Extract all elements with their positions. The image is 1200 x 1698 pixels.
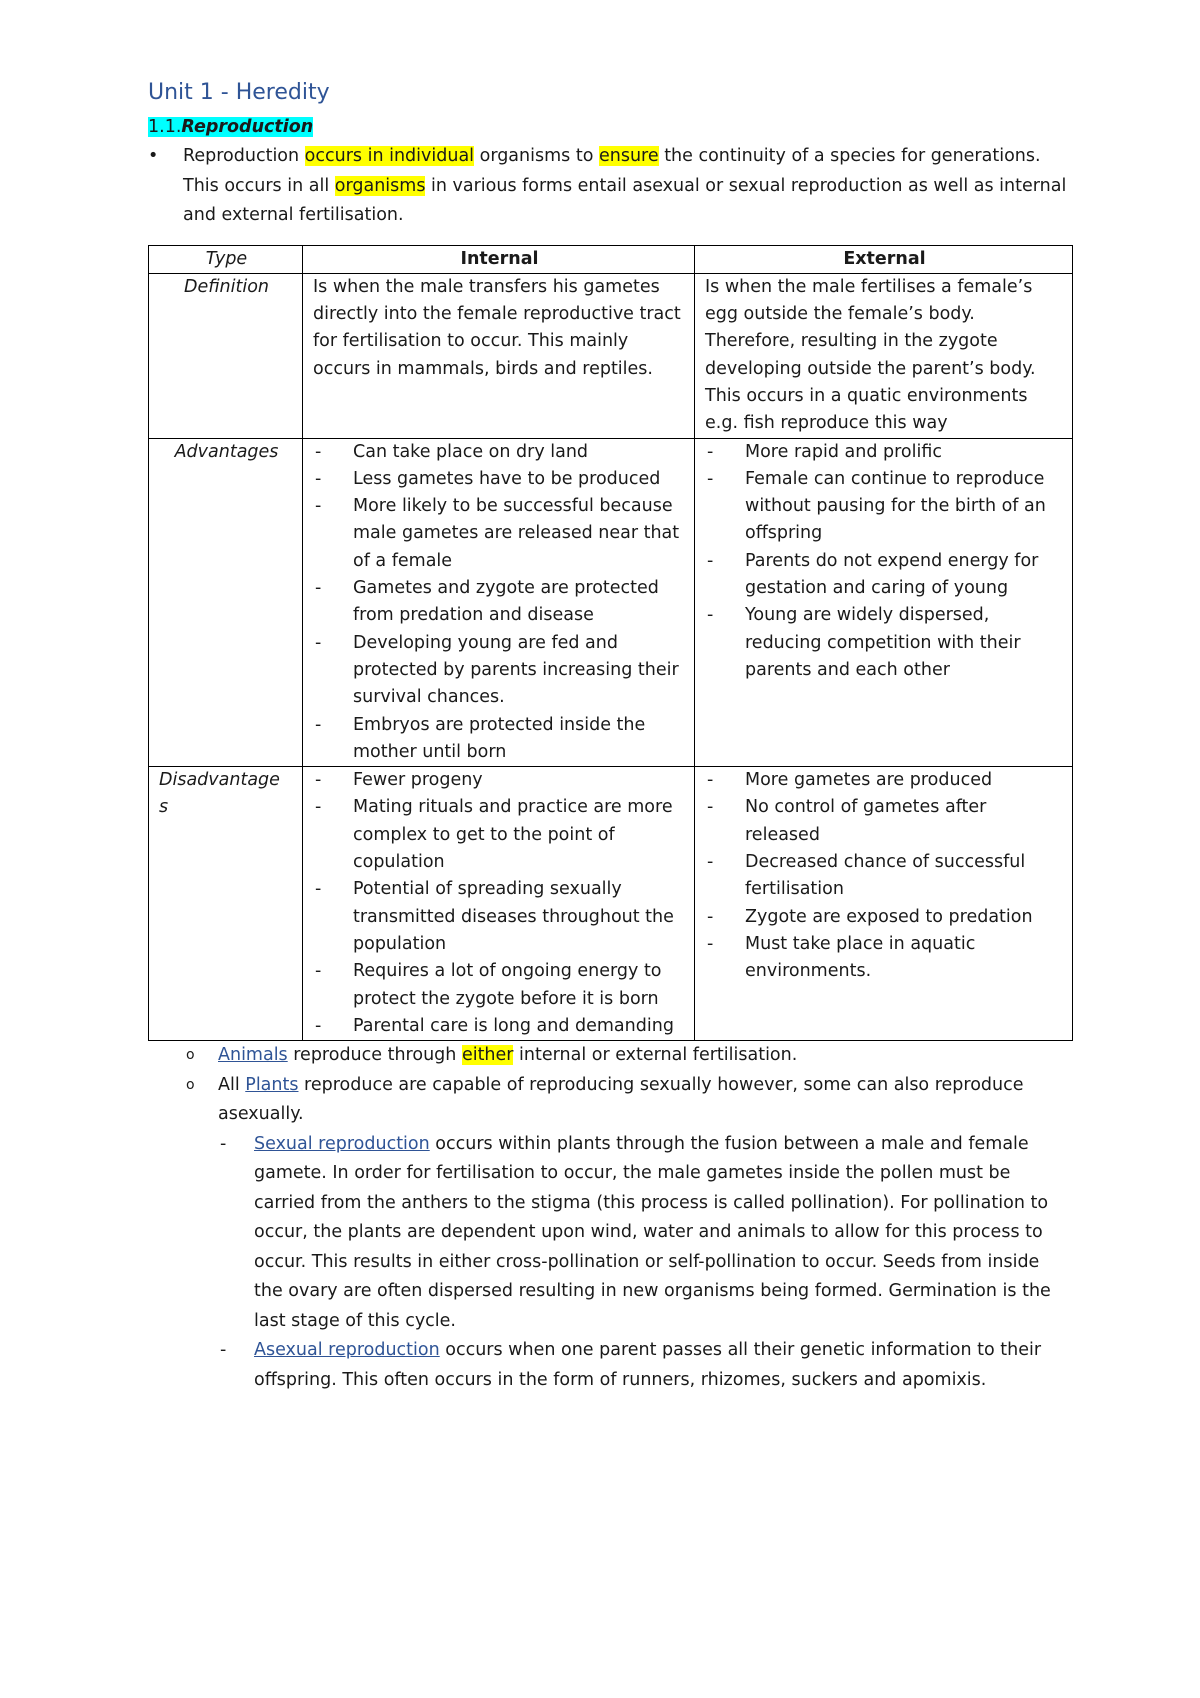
dash-mark: -: [220, 1340, 227, 1361]
table-header-row: [149, 245, 1073, 273]
intro-text-2: organisms to: [474, 146, 599, 166]
animals-text-1: reproduce through: [287, 1045, 462, 1066]
list-item: - Decreased chance of successful fertilisation: [705, 849, 1064, 904]
intro-text-4: in various forms entail asexual or sexual reproduction as well as internal and external fertilisation.: [183, 175, 1067, 225]
advantages-external-cell: [695, 438, 1073, 767]
row-label-advantages: Advantages: [149, 438, 303, 767]
list-item: - Parents do not expend energy for gestation and caring of young: [705, 548, 1064, 603]
list-item: - Less gametes have to be produced: [313, 466, 686, 493]
header-external: External: [695, 245, 1073, 273]
list-item: - Can take place on dry land: [313, 439, 686, 466]
disadvantages-external-cell: [695, 767, 1073, 1041]
list-item: - More likely to be successful because male gametes are released near that of a female: [313, 493, 686, 575]
list-item: - Mating rituals and practice are more complex to get to the point of copulation: [313, 794, 686, 876]
disadvantages-external-list: [705, 767, 1064, 985]
table-row-disadvantages: [149, 767, 1073, 1041]
asexual-reproduction-text: occurs when one parent passes all their genetic information to their offspring. This often occurs in the form of runners, rhizomes, suckers and apomixis.: [254, 1340, 1042, 1390]
sexual-reproduction-link[interactable]: Sexual reproduction: [254, 1133, 430, 1154]
plants-item: [148, 1071, 1068, 1130]
sexual-reproduction-item: [148, 1130, 1068, 1337]
intro-text-3: the continuity of a species for generations. This occurs in all: [183, 146, 1041, 196]
section-heading: [148, 114, 1068, 140]
intro-text-1: Reproduction: [183, 146, 305, 166]
animals-text-2: internal or external fertilisation.: [513, 1045, 798, 1066]
list-item: - Fewer progeny: [313, 767, 686, 794]
intro-bullet: [148, 142, 1068, 231]
sexual-reproduction-text: occurs within plants through the fusion between a male and female gamete. In order for fertilisation to occur, the male gametes inside the pollen must be carried from the anthers to the stigma (this process is called pollination). For pollination to occur, the plants are dependent upon wind, water and animals to allow for this process to occur. This results in either cross-pollination or self-pollination to occur. Seeds from inside the ovary are often dispersed resulting in new organisms being formed. Germination is the last stage of this cycle.: [254, 1133, 1051, 1331]
list-item: - Potential of spreading sexually transmitted diseases throughout the population: [313, 876, 686, 958]
animals-link[interactable]: Animals: [218, 1045, 288, 1066]
list-item: - Embryos are protected inside the mother until born: [313, 712, 686, 767]
disadvantages-internal-cell: [303, 767, 695, 1041]
page-title: Unit 1 - Heredity: [148, 80, 330, 105]
header-type: Type: [149, 245, 303, 273]
list-item: - More rapid and prolific: [705, 439, 1064, 466]
plants-text-1: reproduce are capable of reproducing sexually however, some can also reproduce asexually.: [218, 1074, 1024, 1125]
animals-item: [148, 1041, 1068, 1071]
definition-internal: Is when the male transfers his gametes directly into the female reproductive tract for fertilisation to occur. This mainly occurs in mammals, birds and reptiles.: [303, 273, 695, 438]
plants-link[interactable]: Plants: [245, 1074, 299, 1095]
advantages-internal-cell: [303, 438, 695, 767]
list-item: - Must take place in aquatic environments.: [705, 931, 1064, 986]
list-item: - Young are widely dispersed, reducing competition with their parents and each other: [705, 602, 1064, 684]
table-row-definition: [149, 273, 1073, 438]
asexual-reproduction-link[interactable]: Asexual reproduction: [254, 1340, 440, 1361]
definition-external: Is when the male fertilises a female’s egg outside the female’s body. Therefore, resulting in the zygote developing outside the parent’s body. This occurs in a quatic environments e.g. fish reproduce this way: [695, 273, 1073, 438]
row-label-definition: Definition: [149, 273, 303, 438]
row-label-disadvantages: Disadvantage s: [149, 767, 303, 1041]
plants-text-0: All: [218, 1074, 246, 1095]
circle-bullet-mark: o: [186, 1047, 195, 1064]
header-internal: Internal: [303, 245, 695, 273]
list-item: - Female can continue to reproduce without pausing for the birth of an offspring: [705, 466, 1064, 548]
list-item: - Zygote are exposed to predation: [705, 904, 1064, 931]
advantages-internal-list: [313, 439, 686, 767]
list-item: - More gametes are produced: [705, 767, 1064, 794]
section-number: 1.1.: [148, 117, 182, 137]
list-item: - Requires a lot of ongoing energy to protect the zygote before it is born: [313, 958, 686, 1013]
disadvantages-internal-list: [313, 767, 686, 1040]
table-row-advantages: [149, 438, 1073, 767]
intro-highlight-1: occurs in individual: [304, 146, 475, 166]
list-item: - Parental care is long and demanding: [313, 1013, 686, 1040]
list-item: - No control of gametes after released: [705, 794, 1064, 849]
list-item: - Gametes and zygote are protected from predation and disease: [313, 575, 686, 630]
dash-mark: -: [220, 1133, 227, 1154]
fertilisation-table: [148, 245, 1073, 1042]
list-item: - Developing young are fed and protected by parents increasing their survival chances.: [313, 630, 686, 712]
intro-highlight-2: ensure: [598, 146, 659, 166]
section-label: Reproduction: [181, 117, 314, 137]
advantages-external-list: [705, 439, 1064, 685]
bullet-mark: •: [148, 146, 159, 166]
asexual-reproduction-item: [148, 1336, 1068, 1395]
document-content: [148, 78, 1068, 1395]
intro-highlight-3: organisms: [334, 175, 426, 196]
circle-bullet-mark: o: [186, 1076, 195, 1093]
animals-highlight: either: [461, 1045, 514, 1066]
